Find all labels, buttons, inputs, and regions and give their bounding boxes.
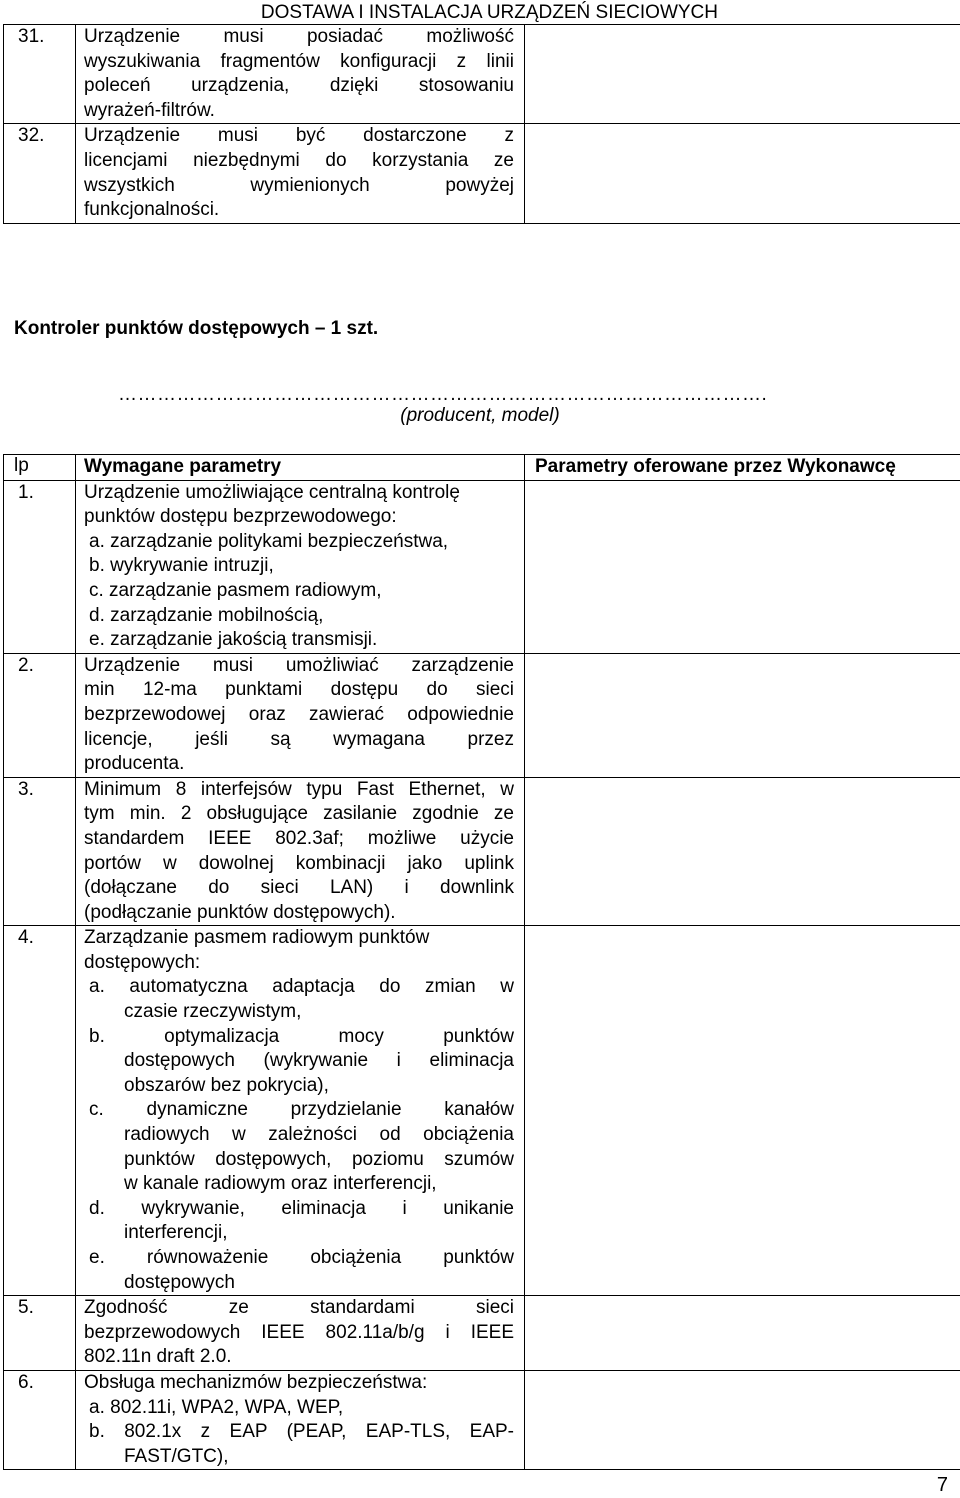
description-line: producenta. (84, 753, 185, 775)
table-row (4, 926, 960, 1296)
description-line: (podłączanie punktów dostępowych). (84, 901, 396, 923)
description-line: wyszukiwania fragmentów konfiguracji z linii (84, 50, 514, 72)
row-description (76, 25, 525, 124)
offered-parameters-cell[interactable] (525, 926, 960, 1296)
description-line: obszarów bez pokrycia), (124, 1074, 329, 1096)
offered-parameters-cell[interactable] (525, 25, 960, 124)
description-line: min 12-ma punktami dostępu do sieci (84, 679, 514, 701)
description-line: portów w dowolnej kombinacji jako uplink (84, 852, 514, 874)
row-description (76, 480, 525, 653)
description-line: d. wykrywanie, eliminacja i unikanie (89, 1197, 514, 1219)
description-line: wyrażeń-filtrów. (84, 99, 215, 121)
offered-parameters-cell[interactable] (525, 480, 960, 653)
offered-parameters-cell[interactable] (525, 124, 960, 223)
description-line: bezprzewodowych IEEE 802.11a/b/g i IEEE (84, 1321, 514, 1343)
description-line: tym min. 2 obsługujące zasilanie zgodnie ze (84, 803, 514, 825)
producer-model-label: (producent, model) (400, 405, 560, 426)
row-number: 31. (4, 25, 76, 124)
description-line: Urządzenie musi posiadać możliwość (84, 26, 514, 47)
description-line: poleceń urządzenia, dzięki stosowaniu (84, 75, 514, 97)
description-line: Urządzenie musi być dostarczone z (84, 125, 514, 147)
table-row (4, 653, 960, 777)
description-line: funkcjonalności. (84, 199, 220, 221)
row-number: 6. (4, 1370, 76, 1469)
description-line: wszystkich wymienionych powyżej (84, 174, 514, 196)
description-line: (dołączane do sieci LAN) i downlink (84, 877, 514, 899)
row-description (76, 926, 525, 1296)
description-line: Zgodność ze standardami sieci (84, 1297, 514, 1319)
description-line: a. 802.11i, WPA2, WPA, WEP, (89, 1396, 344, 1418)
table-row (4, 777, 960, 926)
offered-parameters-cell[interactable] (525, 1296, 960, 1371)
page-header: DOSTAWA I INSTALACJA URZĄDZEŃ SIECIOWYCH (260, 2, 718, 23)
row-number: 32. (4, 124, 76, 223)
table-row (4, 124, 960, 223)
row-number: 4. (4, 926, 76, 1296)
header-offer: Parametry oferowane przez Wykonawcę (525, 455, 960, 481)
description-line: c. zarządzanie pasmem radiowym, (89, 579, 382, 601)
description-line: c. dynamiczne przydzielanie kanałów (89, 1099, 514, 1121)
offered-parameters-cell[interactable] (525, 1370, 960, 1469)
description-line: b. 802.1x z EAP (PEAP, EAP-TLS, EAP- (89, 1421, 514, 1443)
description-line: interferencji, (124, 1222, 228, 1244)
offered-parameters-cell[interactable] (525, 653, 960, 777)
row-number: 3. (4, 777, 76, 926)
requirements-table (3, 454, 960, 1470)
table-row (4, 25, 960, 124)
table-row (4, 1370, 960, 1469)
description-line: dostępowych (124, 1271, 235, 1293)
description-line: Obsługa mechanizmów bezpieczeństwa: (84, 1371, 428, 1393)
description-line: d. zarządzanie mobilnością, (89, 604, 324, 626)
description-line: punktów dostępu bezprzewodowego: (84, 506, 397, 528)
page-number: 7 (936, 1474, 948, 1496)
table-row (4, 1296, 960, 1371)
producer-model-dots: ………………………………………………………………………………………. (118, 384, 768, 405)
description-line: a. automatyczna adaptacja do zmian w (89, 976, 514, 998)
header-lp: lp (4, 455, 76, 481)
top-requirements-table (3, 24, 960, 224)
description-line: b. optymalizacja mocy punktów (89, 1025, 514, 1047)
row-description (76, 1370, 525, 1469)
description-line: licencje, jeśli są wymagana przez (84, 728, 514, 750)
header-params: Wymagane parametry (76, 455, 525, 481)
description-line: w kanale radiowym oraz interferencji, (124, 1173, 437, 1195)
description-line: punktów dostępowych, poziomu szumów (124, 1148, 514, 1170)
description-line: FAST/GTC), (124, 1445, 229, 1467)
description-line: Urządzenie musi umożliwiać zarządzenie (84, 654, 514, 676)
row-number: 5. (4, 1296, 76, 1371)
description-line: e. równoważenie obciążenia punktów (89, 1247, 514, 1268)
section-title: Kontroler punktów dostępowych – 1 szt. (14, 318, 379, 339)
description-line: b. wykrywanie intruzji, (89, 555, 274, 577)
description-line: standardem IEEE 802.3af; możliwe użycie (84, 827, 514, 849)
row-description (76, 1296, 525, 1371)
table-row (4, 480, 960, 653)
description-line: licencjami niezbędnymi do korzystania ze (84, 149, 514, 171)
description-line: e. zarządzanie jakością transmisji. (89, 629, 378, 651)
description-line: dostępowych (wykrywanie i eliminacja (124, 1050, 514, 1072)
table-header-row (4, 455, 960, 481)
description-line: dostępowych: (84, 951, 201, 973)
row-description (76, 653, 525, 777)
description-line: Zarządzanie pasmem radiowym punktów (84, 927, 430, 949)
description-line: a. zarządzanie politykami bezpieczeństwa, (89, 530, 449, 552)
description-line: czasie rzeczywistym, (124, 1001, 302, 1023)
description-line: Minimum 8 interfejsów typu Fast Ethernet, w (84, 778, 514, 800)
row-description (76, 124, 525, 223)
description-line: Urządzenie umożliwiające centralną kontrolę (84, 481, 460, 503)
row-description (76, 777, 525, 926)
description-line: bezprzewodowej oraz zawierać odpowiednie (84, 703, 514, 725)
description-line: radiowych w zależności od obciążenia (124, 1124, 514, 1146)
row-number: 1. (4, 480, 76, 653)
row-number: 2. (4, 653, 76, 777)
offered-parameters-cell[interactable] (525, 777, 960, 926)
description-line: 802.11n draft 2.0. (84, 1346, 232, 1368)
